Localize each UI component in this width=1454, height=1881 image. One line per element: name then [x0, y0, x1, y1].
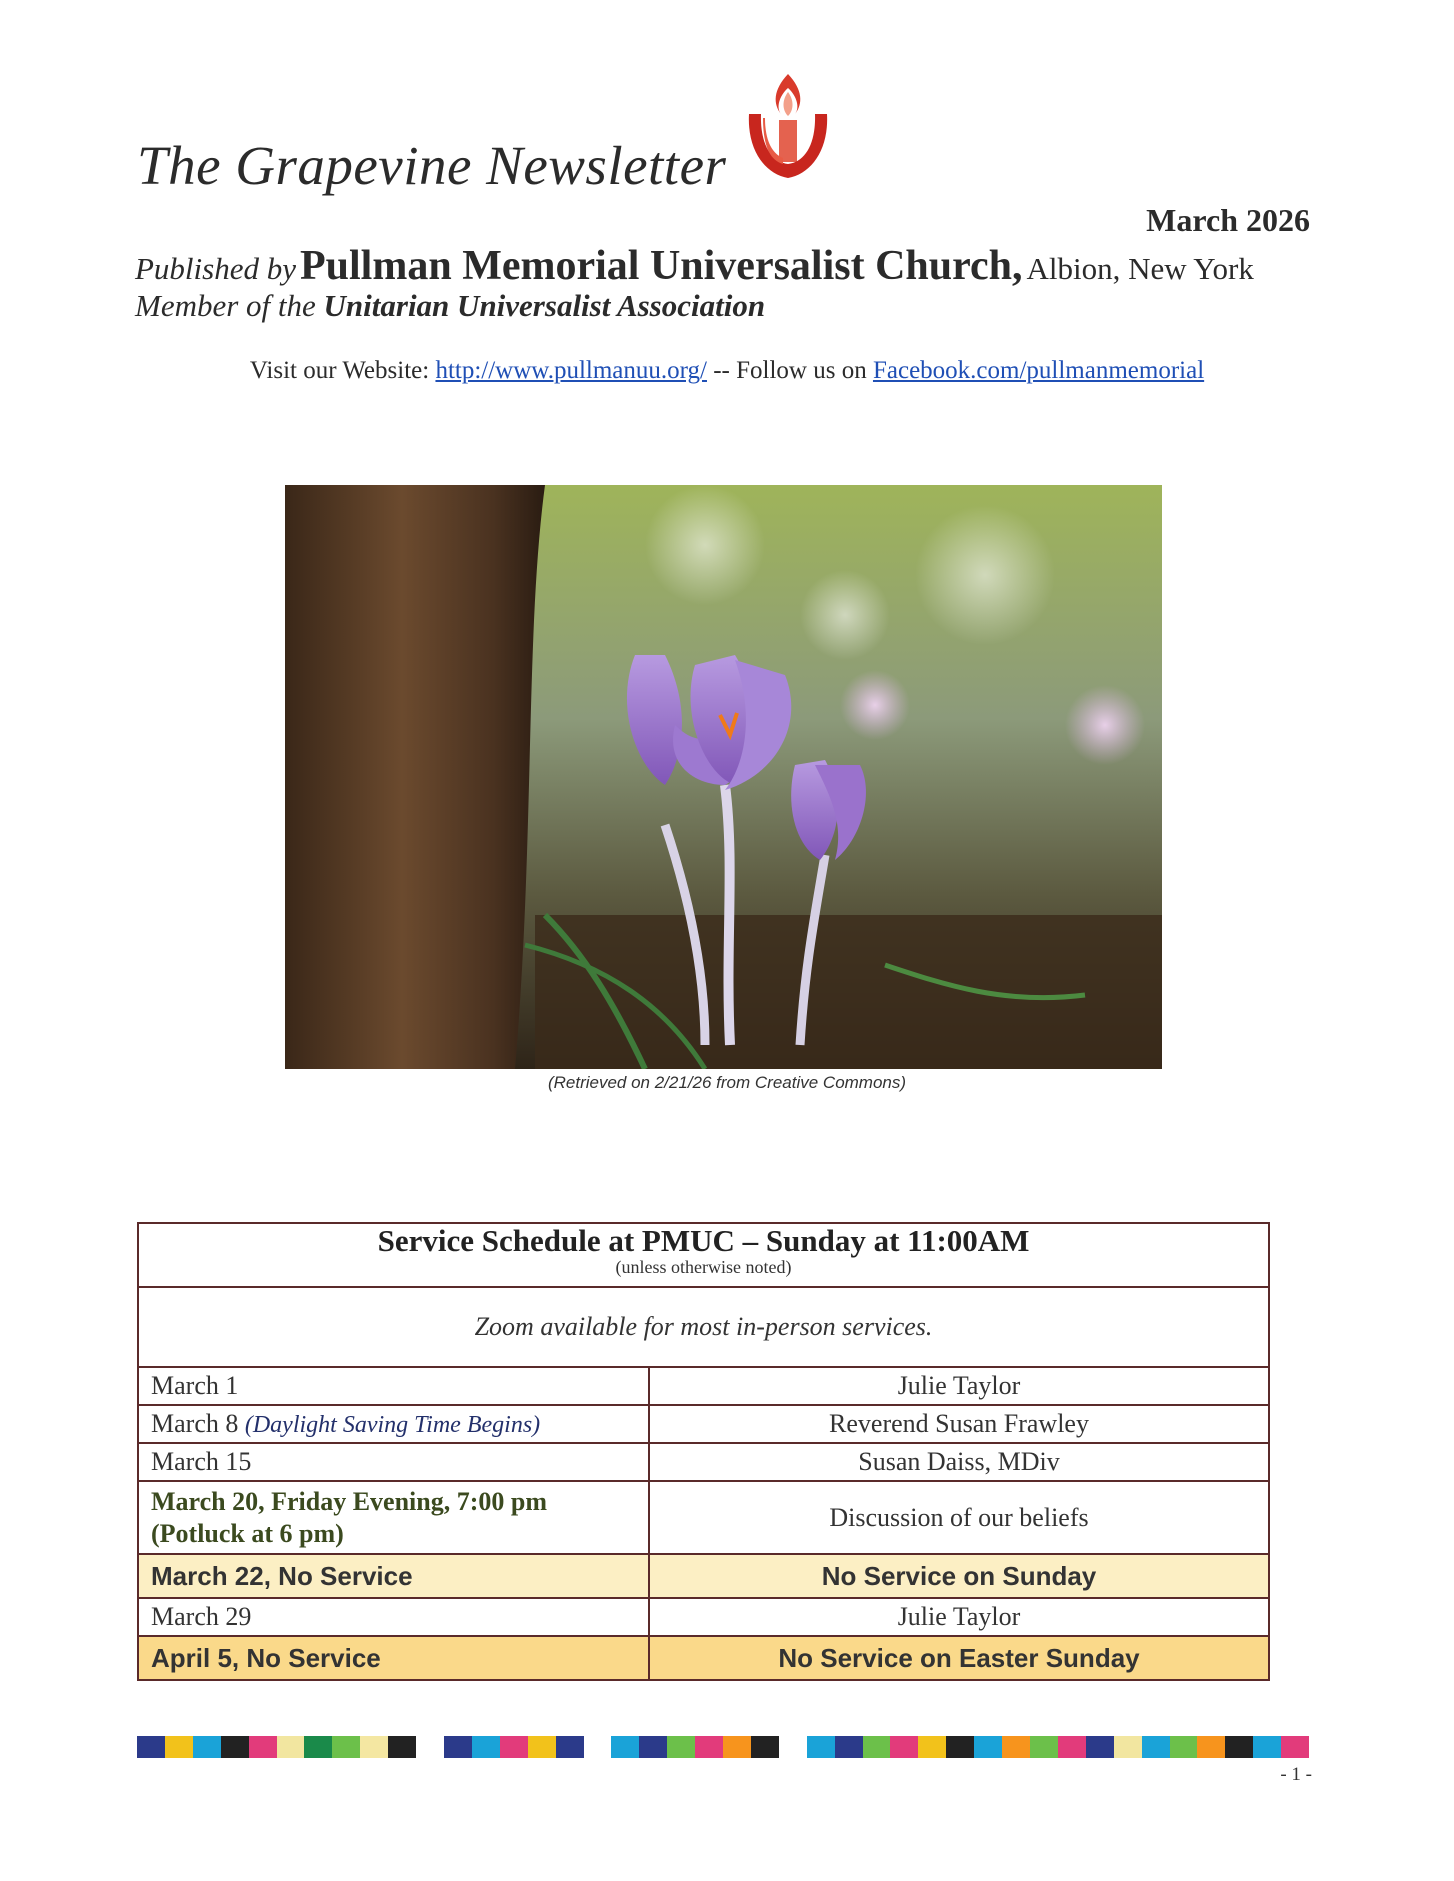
color-bar-segment: [388, 1736, 416, 1758]
table-row: [138, 1554, 1269, 1598]
schedule-header-row: [138, 1223, 1269, 1287]
color-bar-segment: [304, 1736, 332, 1758]
color-bar-segment: [416, 1736, 444, 1758]
service-date: March 15: [138, 1443, 649, 1481]
service-date-cell: [138, 1405, 649, 1443]
table-row: [138, 1443, 1269, 1481]
service-schedule-table: [137, 1222, 1270, 1681]
color-bar-segment: [807, 1736, 835, 1758]
color-bar-segment: [1058, 1736, 1086, 1758]
table-row: [138, 1405, 1269, 1443]
schedule-subtitle: (unless otherwise noted): [615, 1257, 792, 1277]
service-speaker: Reverend Susan Frawley: [649, 1405, 1269, 1443]
publisher-line: [135, 242, 1254, 290]
color-bar-segment: [444, 1736, 472, 1758]
service-date: March 20, Friday Evening, 7:00 pm: [151, 1486, 548, 1516]
table-row: [138, 1367, 1269, 1405]
service-speaker: No Service on Sunday: [649, 1554, 1269, 1598]
color-bar-segment: [500, 1736, 528, 1758]
color-bar-segment: [1030, 1736, 1058, 1758]
color-bar-segment: [835, 1736, 863, 1758]
table-row: [138, 1481, 1269, 1554]
color-bar-segment: [779, 1736, 807, 1758]
service-date: March 29: [138, 1598, 649, 1636]
color-bar-segment: [472, 1736, 500, 1758]
color-bar-segment: [1002, 1736, 1030, 1758]
service-speaker: Discussion of our beliefs: [649, 1481, 1269, 1554]
color-bar-segment: [918, 1736, 946, 1758]
service-date: March 1: [138, 1367, 649, 1405]
service-speaker: Julie Taylor: [649, 1367, 1269, 1405]
service-speaker: Julie Taylor: [649, 1598, 1269, 1636]
service-speaker: Susan Daiss, MDiv: [649, 1443, 1269, 1481]
follow-label: -- Follow us on: [713, 357, 867, 384]
color-bar-segment: [1086, 1736, 1114, 1758]
color-bar-segment: [249, 1736, 277, 1758]
association-name: Unitarian Universalist Association: [323, 288, 766, 323]
newsletter-title: The Grapevine Newsletter: [137, 135, 727, 196]
chalice-logo-icon: [743, 70, 833, 188]
color-bar-segment: [1114, 1736, 1142, 1758]
color-bar-segment: [556, 1736, 584, 1758]
color-bar-segment: [863, 1736, 891, 1758]
schedule-header-cell: [138, 1223, 1269, 1287]
color-bar-segment: [1225, 1736, 1253, 1758]
color-bar-segment: [723, 1736, 751, 1758]
color-bar-segment: [584, 1736, 612, 1758]
links-line: [0, 357, 1454, 385]
service-date: March 8: [151, 1409, 239, 1438]
color-bar-segment: [1281, 1736, 1309, 1758]
color-bar-segment: [137, 1736, 165, 1758]
color-bar-segment: [751, 1736, 779, 1758]
color-bar-segment: [528, 1736, 556, 1758]
color-bar-segment: [165, 1736, 193, 1758]
service-note: (Daylight Saving Time Begins): [244, 1412, 541, 1438]
issue-date: March 2026: [1146, 202, 1310, 238]
color-bar-segment: [1170, 1736, 1198, 1758]
color-bar-segment: [193, 1736, 221, 1758]
color-bar-segment: [1253, 1736, 1281, 1758]
color-bar-segment: [974, 1736, 1002, 1758]
table-row: [138, 1598, 1269, 1636]
website-label: Visit our Website:: [249, 357, 430, 384]
color-bar-segment: [695, 1736, 723, 1758]
service-date: April 5, No Service: [138, 1636, 649, 1680]
color-bar-segment: [360, 1736, 388, 1758]
photo-caption: (Retrieved on 2/21/26 from Creative Commons): [547, 1073, 907, 1092]
page-number: - 1 -: [1280, 1764, 1312, 1785]
table-row: [138, 1636, 1269, 1680]
color-bar-segment: [1197, 1736, 1225, 1758]
service-date-cell: [138, 1481, 649, 1554]
zoom-note-row: [138, 1287, 1269, 1367]
facebook-link[interactable]: Facebook.com/pullmanmemorial: [872, 357, 1205, 384]
color-bar-segment: [332, 1736, 360, 1758]
member-prefix: Member of the: [135, 288, 316, 323]
color-bar-segment: [639, 1736, 667, 1758]
member-line: [135, 288, 765, 324]
color-bar-segment: [946, 1736, 974, 1758]
service-date-extra: (Potluck at 6 pm): [151, 1518, 344, 1548]
church-name: Pullman Memorial Universalist Church,: [300, 243, 1023, 289]
service-date: March 22, No Service: [138, 1554, 649, 1598]
color-bar-segment: [611, 1736, 639, 1758]
color-bar-segment: [667, 1736, 695, 1758]
color-bar-segment: [277, 1736, 305, 1758]
crocus-photo: [285, 485, 1162, 1069]
service-speaker: No Service on Easter Sunday: [649, 1636, 1269, 1680]
church-location: Albion, New York: [1026, 251, 1254, 286]
published-by-label: Published by: [135, 251, 296, 286]
color-bar-segment: [221, 1736, 249, 1758]
color-bar-segment: [890, 1736, 918, 1758]
zoom-note: Zoom available for most in-person services.: [138, 1287, 1269, 1367]
decorative-color-bar: [137, 1736, 1309, 1758]
color-bar-segment: [1142, 1736, 1170, 1758]
website-link[interactable]: http://www.pullmanuu.org/: [435, 357, 707, 384]
schedule-title: Service Schedule at PMUC – Sunday at 11:00AM: [377, 1223, 1030, 1258]
